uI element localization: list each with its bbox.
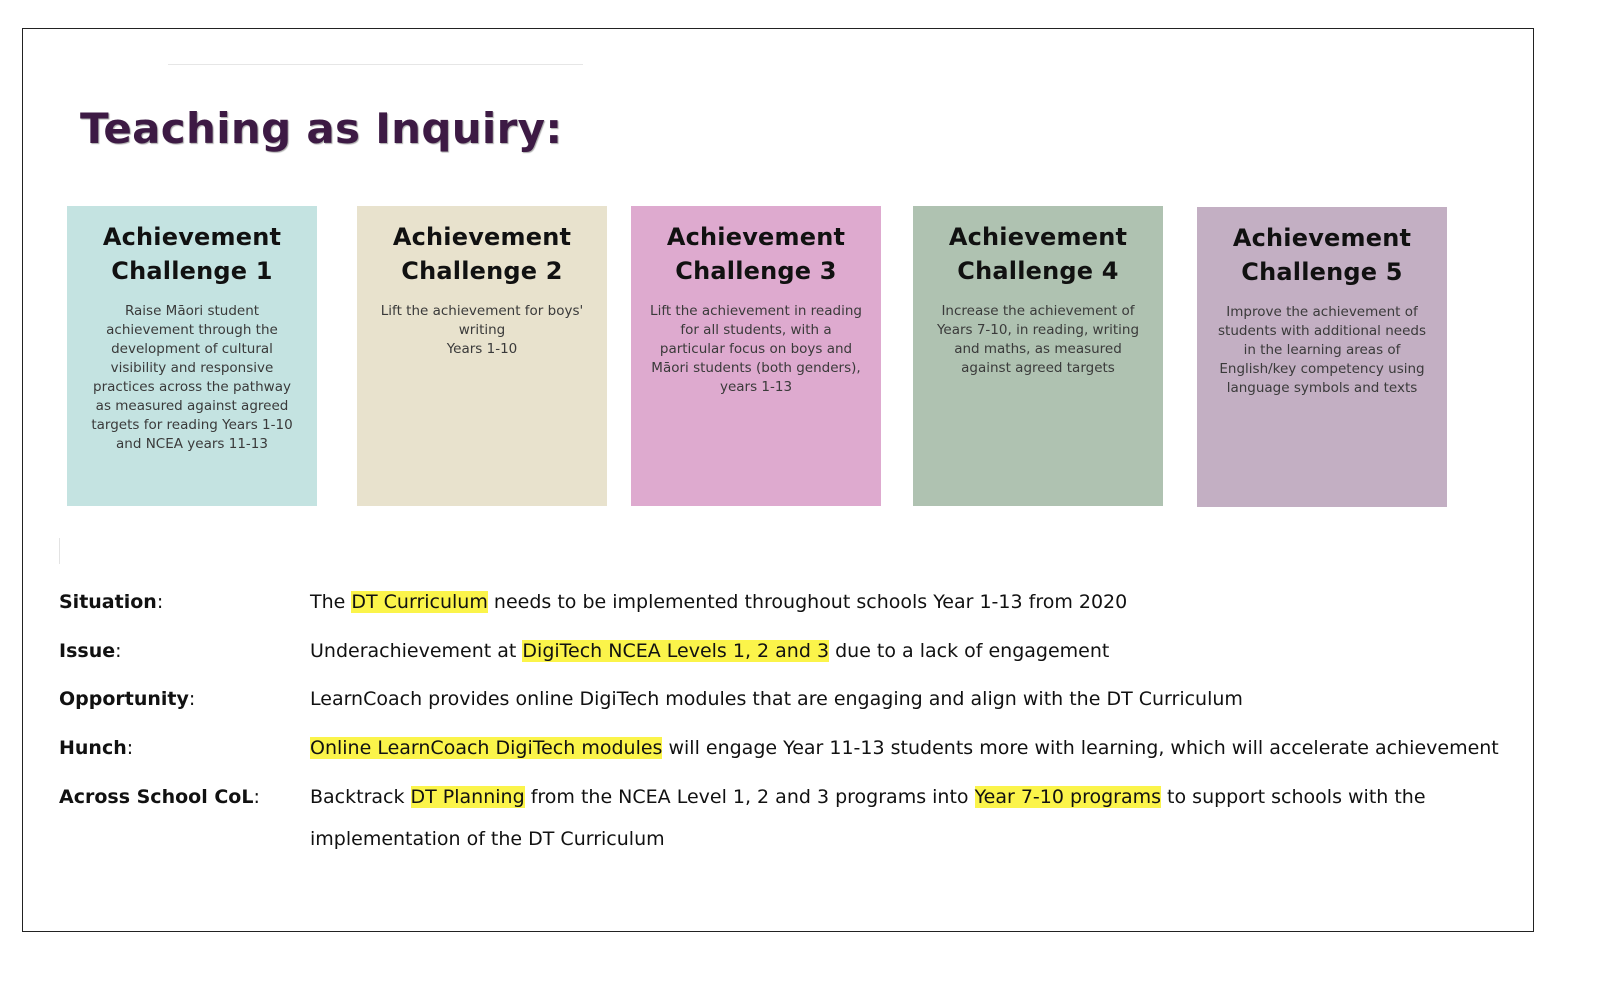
card-title: Achievement Challenge 3 bbox=[666, 223, 846, 285]
achievement-card-5 bbox=[1197, 207, 1447, 507]
achievement-card-3 bbox=[631, 206, 881, 506]
card-title: Achievement Challenge 2 bbox=[392, 223, 572, 285]
row-text: Online LearnCoach DigiTech modules will engage Year 11-13 students more with learning, which will accelerate achievement bbox=[310, 737, 1499, 759]
card-title: Achievement Challenge 5 bbox=[1232, 224, 1412, 286]
row-text: Backtrack DT Planning from the NCEA Level 1, 2 and 3 programs into Year 7-10 programs to support schools with the bbox=[310, 786, 1426, 808]
achievement-card-1 bbox=[67, 206, 317, 506]
row-text: LearnCoach provides online DigiTech modules that are engaging and align with the DT Curriculum bbox=[310, 688, 1243, 710]
row-text: Underachievement at DigiTech NCEA Levels 1, 2 and 3 due to a lack of engagement bbox=[310, 640, 1110, 662]
row-label: Situation: bbox=[59, 591, 164, 613]
row-text: implementation of the DT Curriculum bbox=[310, 828, 665, 850]
row-label: Opportunity: bbox=[59, 688, 196, 710]
card-description: Lift the achievement for boys' writing Years 1-10 bbox=[380, 303, 584, 357]
highlighted-text: DT Curriculum bbox=[351, 591, 488, 613]
highlighted-text: DT Planning bbox=[410, 786, 525, 808]
row-label: Hunch: bbox=[59, 737, 134, 759]
card-description: Lift the achievement in reading for all students, with a particular focus on boys and Māori students (both genders), years 1-13 bbox=[650, 303, 862, 395]
divider-line bbox=[168, 64, 583, 65]
achievement-card-2 bbox=[357, 206, 607, 506]
card-description: Increase the achievement of Years 7-10, in reading, writing and maths, as measured against agreed targets bbox=[936, 303, 1140, 376]
text-cursor bbox=[59, 538, 60, 564]
highlighted-text: Year 7-10 programs bbox=[974, 786, 1162, 808]
achievement-card-4 bbox=[913, 206, 1163, 506]
row-text: The DT Curriculum needs to be implemented throughout schools Year 1-13 from 2020 bbox=[310, 591, 1128, 613]
row-label: Issue: bbox=[59, 640, 122, 662]
card-title: Achievement Challenge 4 bbox=[948, 223, 1128, 285]
card-description: Improve the achievement of students with additional needs in the learning areas of English/key competency using language symbols and texts bbox=[1218, 304, 1426, 396]
highlighted-text: Online LearnCoach DigiTech modules bbox=[310, 737, 663, 759]
card-title: Achievement Challenge 1 bbox=[102, 223, 282, 285]
highlighted-text: DigiTech NCEA Levels 1, 2 and 3 bbox=[522, 640, 830, 662]
card-description: Raise Māori student achievement through the development of cultural visibility and responsive practices across the pathway as measured against agreed targets for reading Years 1-10 and NCEA years 11-13 bbox=[91, 303, 293, 452]
page-title: Teaching as Inquiry: bbox=[80, 104, 563, 153]
row-label: Across School CoL: bbox=[59, 786, 260, 808]
